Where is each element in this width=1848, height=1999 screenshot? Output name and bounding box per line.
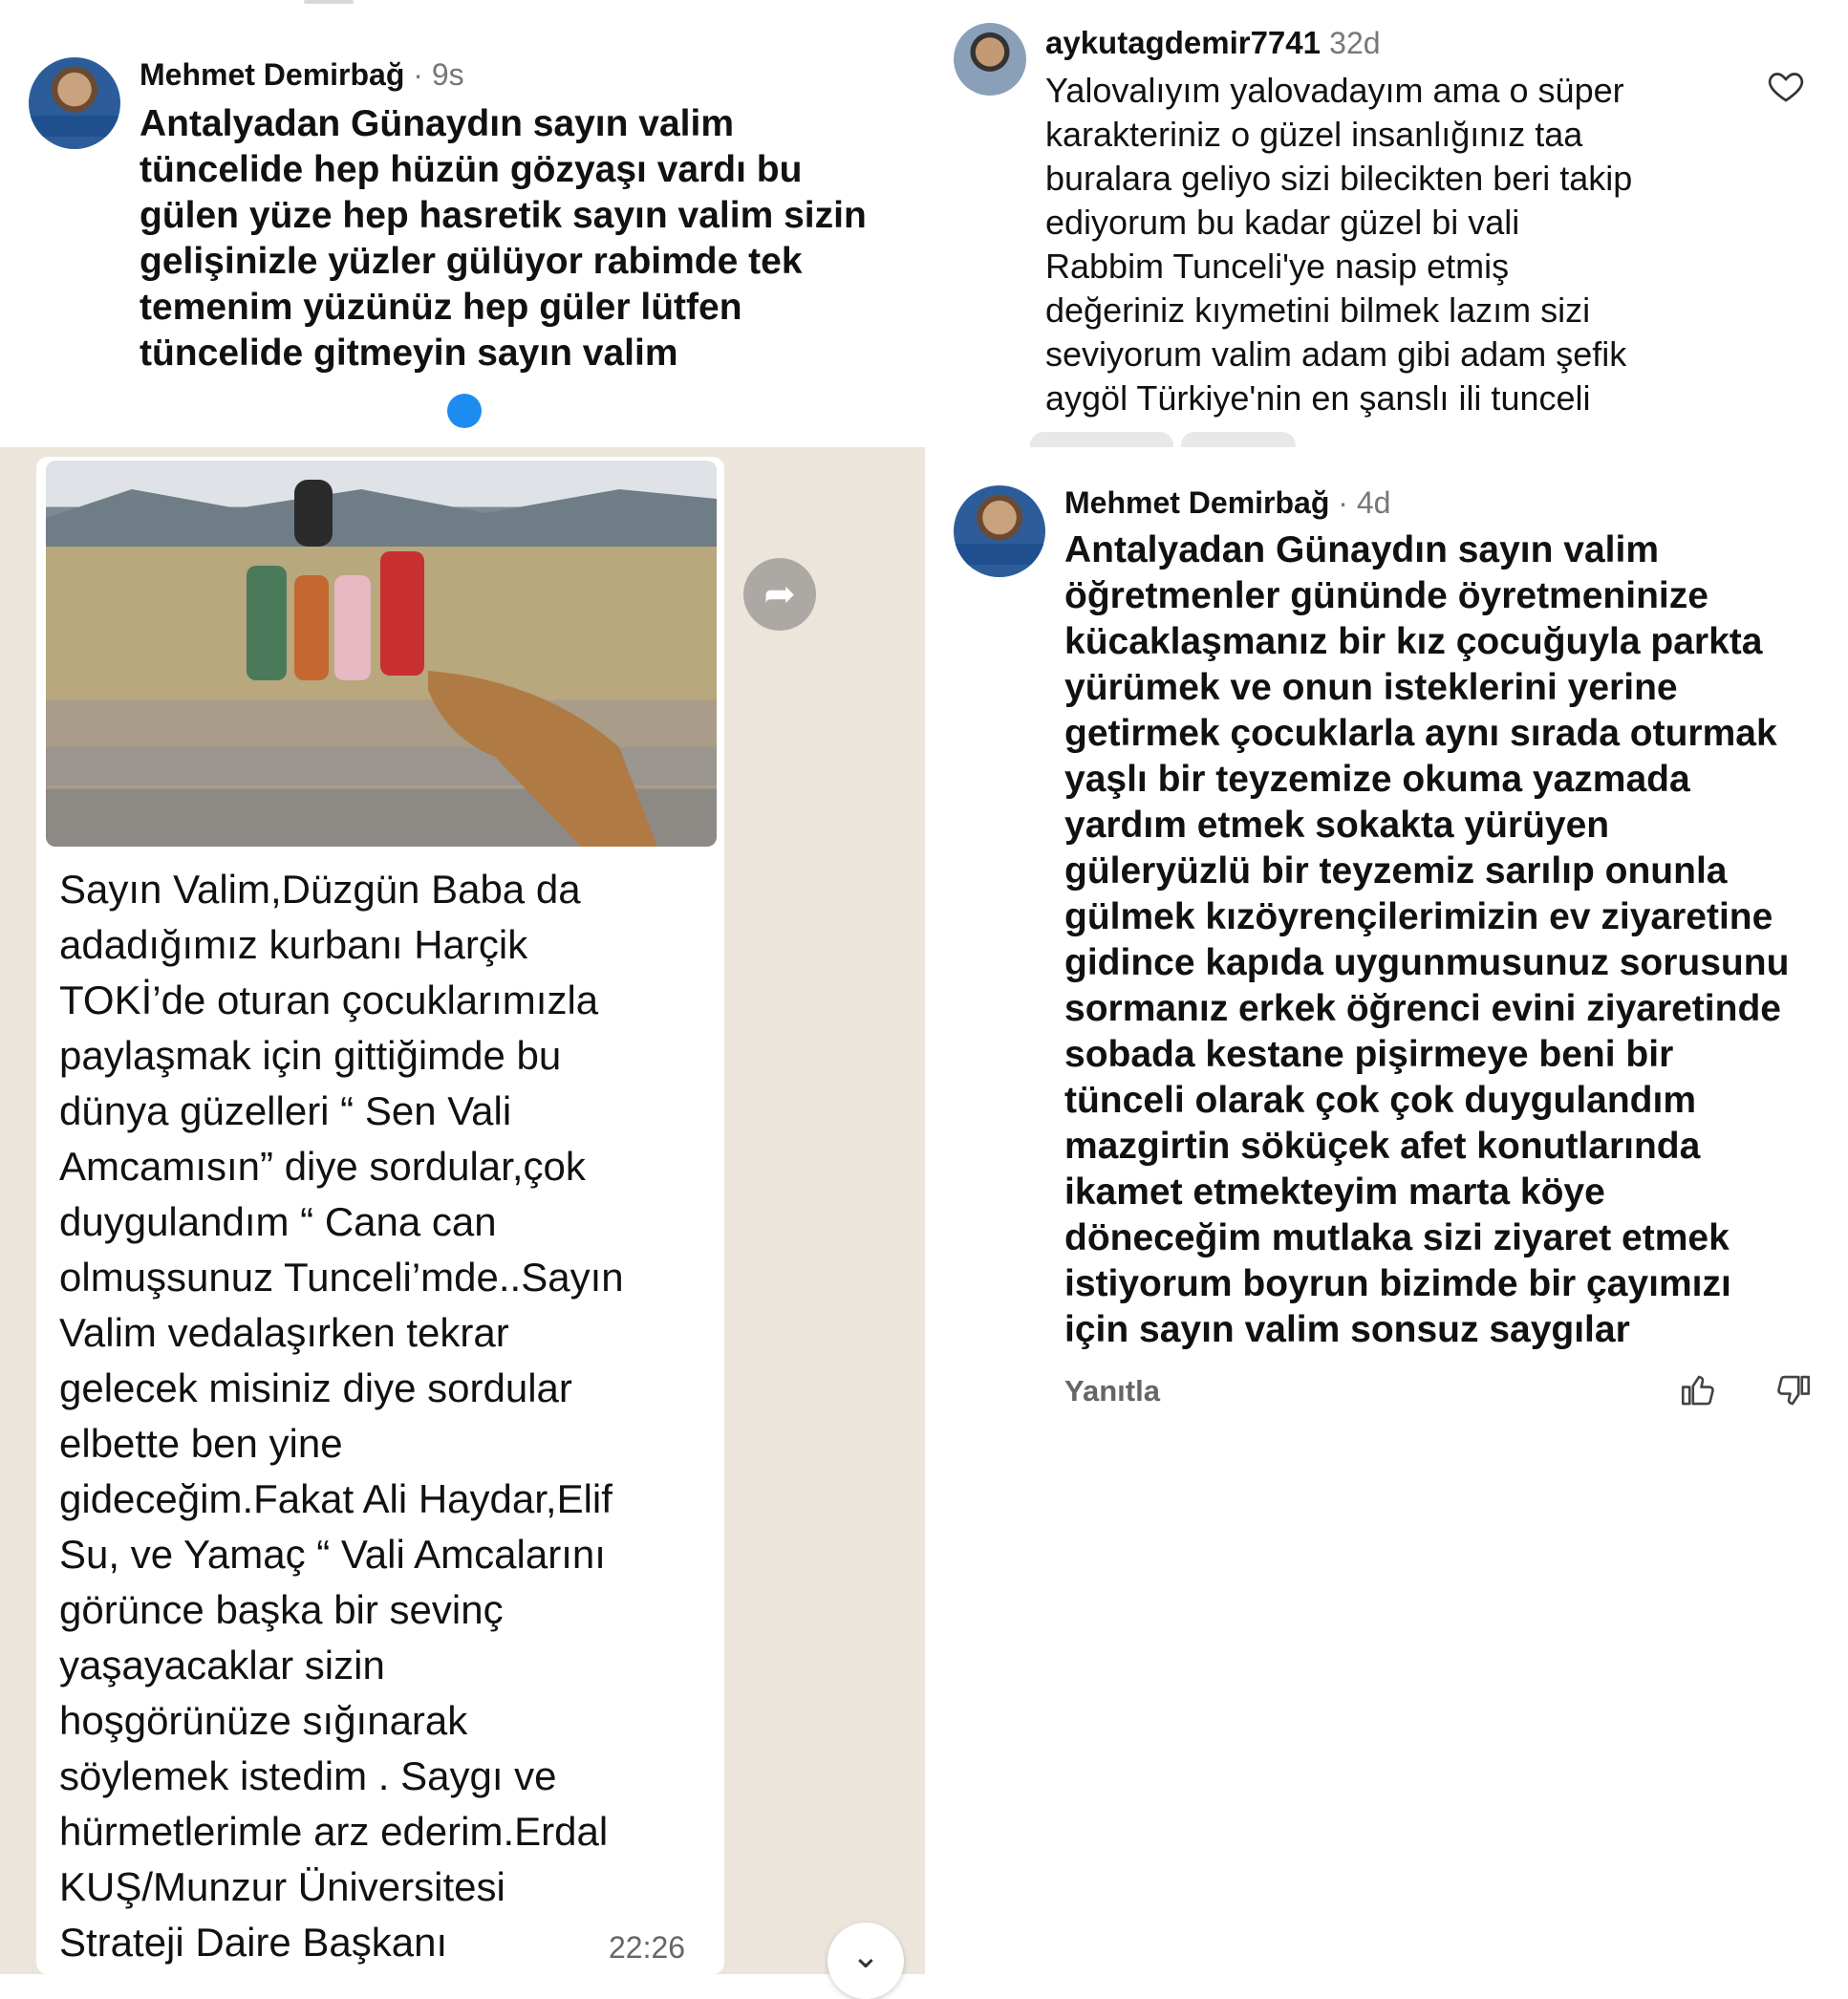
comment-time: · 4d xyxy=(1338,485,1391,520)
comment-line: tüncelide hep hüzün gözyaşı vardı bu xyxy=(140,149,803,190)
comment-line: sormanız erkek öğrenci evini ziyaretinde xyxy=(1064,988,1781,1029)
avatar-banner xyxy=(954,544,1045,564)
message-time: 22:26 xyxy=(609,1930,686,1965)
message-line: Amcamısın” diye sordular,çok xyxy=(59,1144,586,1189)
message-line: Sayın Valim,Düzgün Baba da xyxy=(59,867,581,912)
message-line: gelecek misiniz diye sordular xyxy=(59,1365,572,1410)
comment-text xyxy=(1064,527,1789,1353)
cropped-blue-dot xyxy=(447,394,482,428)
comment-line: temenim yüzünüz hep güler lütfen xyxy=(140,287,742,328)
message-line: dünya güzelleri “ Sen Vali xyxy=(59,1088,512,1133)
forward-arrow-icon[interactable]: ➦ xyxy=(743,558,816,631)
avatar[interactable] xyxy=(954,23,1026,96)
comment-text xyxy=(1045,69,1632,420)
comment-line: güleryüzlü bir teyzemiz sarılıp onunla xyxy=(1064,850,1728,892)
message-line: adadığımız kurbanı Harçik xyxy=(59,922,528,967)
avatar[interactable] xyxy=(29,57,120,149)
comment-line: yardım etmek sokakta yürüyen xyxy=(1064,805,1610,846)
comment-line: gülen yüze hep hasretik sayın valim sizin xyxy=(140,195,867,236)
comment-line: kücaklaşmanız bir kız çocuğuyla parkta xyxy=(1064,621,1763,662)
comment-time: · 9s xyxy=(413,57,464,92)
comment-panel-top-left xyxy=(0,0,925,447)
comment-line: tünceli olarak çok çok duygulandım xyxy=(1064,1080,1697,1121)
comment-line: sobada kestane pişirmeye beni bir xyxy=(1064,1034,1674,1075)
message-line: görünce başka bir sevinç xyxy=(59,1587,504,1632)
author-name[interactable]: Mehmet Demirbağ xyxy=(1064,485,1330,520)
message-line: olmuşsunuz Tunceli’mde..Sayın xyxy=(59,1255,624,1300)
comment-line: öğretmenler gününde öyretmeninize xyxy=(1064,575,1708,616)
cropped-reply-pill[interactable] xyxy=(1030,432,1173,447)
message-line: yaşayacaklar sizin xyxy=(59,1643,385,1687)
comment-line: Rabbim Tunceli'ye nasip etmiş xyxy=(1045,247,1510,286)
message-line: gideceğim.Fakat Ali Haydar,Elif xyxy=(59,1476,612,1521)
photo-scene xyxy=(46,461,717,847)
message-line: KUŞ/Munzur Üniversitesi xyxy=(59,1864,505,1909)
message-line: söylemek istedim . Saygı ve xyxy=(59,1753,557,1798)
author-name[interactable]: aykutagdemir7741 xyxy=(1045,25,1321,60)
comment-author[interactable] xyxy=(1045,25,1381,61)
comment-author[interactable] xyxy=(1064,485,1390,521)
comment-line: için sayın valim sonsuz saygılar xyxy=(1064,1309,1630,1350)
message-line: hürmetlerimle arz ederim.Erdal xyxy=(59,1809,609,1854)
message-line: duygulandım “ Cana can xyxy=(59,1199,497,1244)
comment-line: yürümek ve onun isteklerini yerine xyxy=(1064,667,1678,708)
message-line: Su, ve Yamaç “ Vali Amcalarını xyxy=(59,1532,606,1577)
comment-line: tüncelide gitmeyin sayın valim xyxy=(140,333,678,374)
thumbs-down-icon[interactable] xyxy=(1773,1370,1814,1410)
message-line: TOKİ’de oturan çocuklarımızla xyxy=(59,978,599,1022)
comment-line: istiyorum boyrun bizimde bir çayımızı xyxy=(1064,1263,1731,1304)
comment-line: Antalyadan Günaydın sayın valim xyxy=(140,103,735,144)
comment-line: ikamet etmekteyim marta köye xyxy=(1064,1171,1605,1213)
chevron-down-icon[interactable]: ⌄ xyxy=(827,1923,904,1999)
message-line: Valim vedalaşırken tekrar xyxy=(59,1310,509,1355)
comment-panel-top-right xyxy=(925,0,1848,447)
message-line: elbette ben yine xyxy=(59,1421,343,1466)
comment-line: gülmek kızöyrençilerimizin ev ziyaretine xyxy=(1064,896,1773,937)
message-line: paylaşmak için gittiğimde bu xyxy=(59,1033,562,1078)
comment-line: karakteriniz o güzel insanlığınız taa xyxy=(1045,115,1583,154)
comment-line: seviyorum valim adam gibi adam şefik xyxy=(1045,334,1627,374)
comment-line: değeriniz kıymetini bilmek lazım sizi xyxy=(1045,290,1591,330)
avatar-banner xyxy=(29,116,120,136)
comment-author[interactable] xyxy=(140,57,464,93)
comment-line: buralara geliyo sizi bilecikten beri takip xyxy=(1045,159,1633,198)
cropped-action-pill[interactable] xyxy=(1181,432,1296,447)
comment-text xyxy=(140,101,867,376)
comment-line: gelişinizle yüzler gülüyor rabimde tek xyxy=(140,241,803,282)
message-line: hoşgörünüze sığınarak xyxy=(59,1698,468,1743)
author-name[interactable]: Mehmet Demirbağ xyxy=(140,57,405,92)
cropped-ui-bar xyxy=(304,0,354,4)
message-line: Strateji Daire Başkanı xyxy=(59,1920,448,1965)
comment-time: 32d xyxy=(1329,26,1381,60)
comment-line: döneceğim mutlaka sizi ziyaret etmek xyxy=(1064,1217,1730,1258)
comment-line: Antalyadan Günaydın sayın valim xyxy=(1064,529,1660,570)
thumbs-up-icon[interactable] xyxy=(1678,1370,1718,1410)
reply-button[interactable]: Yanıtla xyxy=(1064,1374,1160,1408)
comment-line: ediyorum bu kadar güzel bi vali xyxy=(1045,203,1520,242)
comment-line: getirmek çocuklarla aynı sırada oturmak xyxy=(1064,713,1777,754)
message-text xyxy=(59,862,624,1970)
comment-line: Yalovalıyım yalovadayım ama o süper xyxy=(1045,71,1624,110)
comment-line: mazgirtin söküçek afet konutlarında xyxy=(1064,1126,1701,1167)
comment-line: gidince kapıda uygunmusunuz sorusunu xyxy=(1064,942,1790,983)
heart-outline-icon[interactable] xyxy=(1766,67,1806,105)
comment-line: yaşlı bir teyzemize okuma yazmada xyxy=(1064,759,1690,800)
avatar[interactable] xyxy=(954,485,1045,577)
message-photo[interactable] xyxy=(46,461,717,847)
comment-line: aygöl Türkiye'nin en şanslı ili tunceli xyxy=(1045,378,1591,418)
